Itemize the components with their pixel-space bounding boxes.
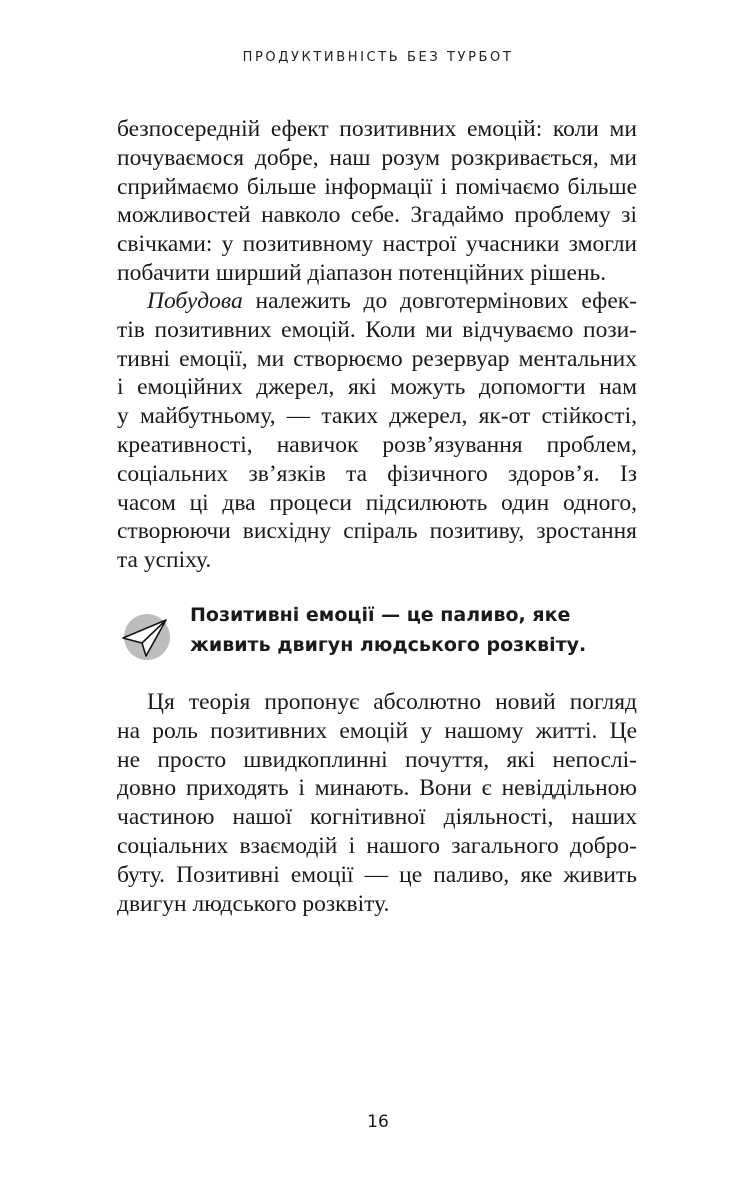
text-line: не просто швидкоплинні почуття, які непослі- [117,746,637,773]
text-line: та успіху. [117,547,212,574]
text-line: можливостей навколо себе. Згадаймо проблему зі [117,202,637,229]
text-line [117,287,637,316]
italic-term: Побудова [147,288,243,314]
callout-line: Позитивні емоції — це паливо, яке [190,604,571,626]
text-line: тів позитивних емоцій. Коли ми відчуваємо пози- [117,316,637,343]
text-line: соціальних зв’язків та фізичного здоров’я. Із [117,460,637,487]
paragraph-1 [117,115,637,288]
text-line: буту. Позитивні емоції — це паливо, яке живить [117,861,637,888]
paragraph-2 [117,287,637,575]
text-line: створюючи висхідну спіраль позитиву, зростання [117,518,637,545]
text-line: на роль позитивних емоцій у нашому житті. Це [117,717,637,744]
page-number: 16 [367,1112,389,1132]
text-line: соціальних взаємодій і нашого загального добро- [117,832,637,859]
text-line: свічками: у позитивному настрої учасники змогли [117,231,637,258]
text-line: безпосередній ефект позитивних емоцій: коли ми [117,116,637,142]
text-line: побачити ширший діапазон потенційних рішень. [117,259,607,286]
text-line: креативності, навичок розв’язування проблем, [117,431,637,458]
text-line: сприймаємо більше інформації і помічаємо більше [117,173,637,200]
callout-line: живить двигун людського розквіту. [190,634,587,656]
text-line: двигун людського розквіту. [117,890,390,917]
text-line: частиною нашої когнітивної діяльності, наших [117,804,637,831]
callout-quote [120,600,640,670]
text-line: часом ці два процеси підсилюють один одного, [117,489,637,516]
text-line: і емоційних джерел, які можуть допомогти нам [117,374,637,401]
text-line: почуваємося добре, наш розум розкривається, ми [117,144,637,171]
text-line: довно приходять і минають. Вони є невіддільною [117,775,637,802]
text-line: у майбутньому, — таких джерел, як-от стійкості, [117,403,637,430]
paragraph-3 [117,688,637,918]
running-header: ПРОДУКТИВНІСТЬ БЕЗ ТУРБОТ [242,50,514,65]
text-line: тивні емоції, ми створюємо резервуар ментальних [117,345,637,372]
text-fragment: належить до довготермінових ефек- [242,288,637,314]
text-line: Ця теорія пропонує абсолютно новий погляд [147,689,637,715]
paper-plane-icon [120,612,170,662]
